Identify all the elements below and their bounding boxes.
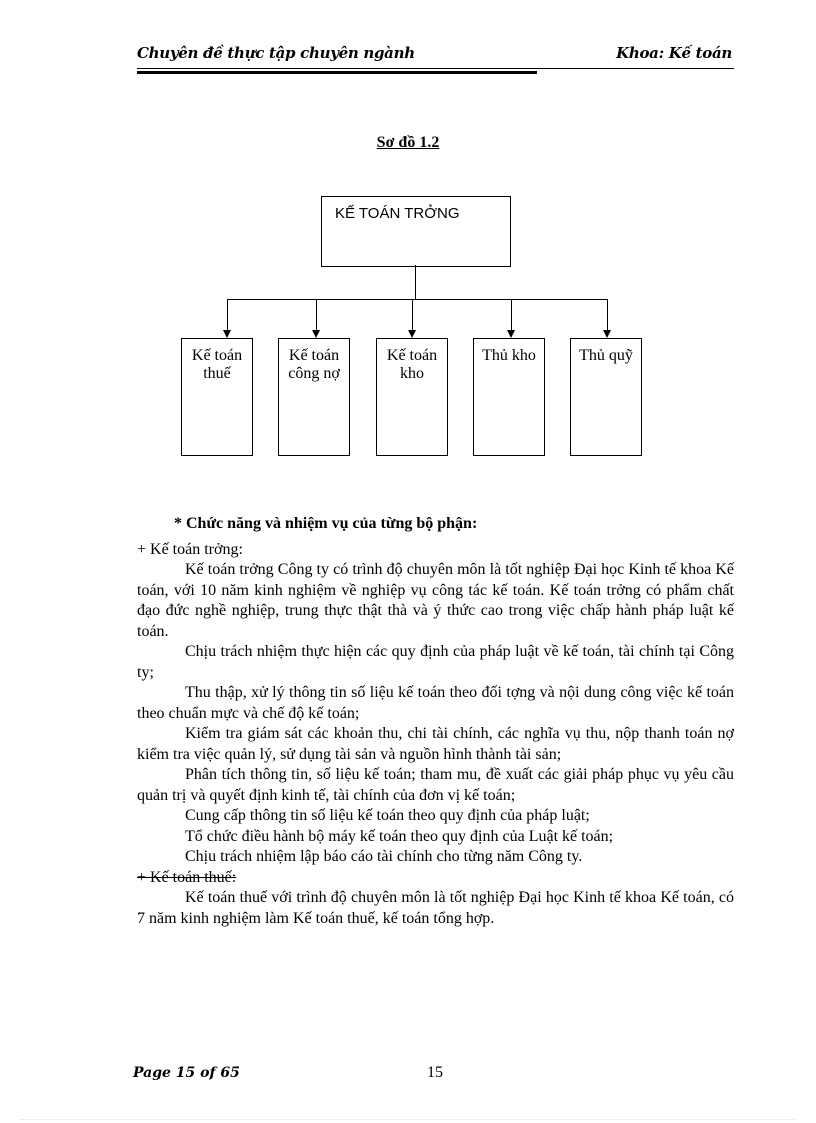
item-chief-accountant: + Kế toán trởng:: [137, 540, 243, 558]
org-box-label: Kế toán kho: [386, 347, 438, 382]
connector-drop-4: [511, 299, 512, 331]
org-chart: [0, 0, 816, 480]
diagram-title: Sơ đồ 1.2: [376, 134, 440, 151]
paragraph: Tổ chức điều hành bộ máy kế toán theo quy định của Luật kế toán;: [185, 827, 614, 845]
footer-page-of: Page 15 of 65: [133, 1065, 240, 1081]
arrow-3: [408, 330, 416, 338]
paragraph: Chịu trách nhiệm lập báo cáo tài chính cho từng năm Công ty.: [185, 848, 583, 865]
section-heading: * Chức năng và nhiệm vụ của từng bộ phận:: [174, 515, 478, 532]
paragraph: Cung cấp thông tin số liệu kế toán theo quy định của pháp luật;: [185, 807, 590, 824]
connector-trunk: [415, 265, 416, 299]
paragraph: Kiểm tra giám sát các khoản thu, chi tài chính, các nghĩa vụ thu, nộp thanh toán nợ kiểm tra việc quản lý, sử dụng tài sản và nguồn hình thành tài sản;: [137, 725, 734, 763]
org-box-inventory-accountant: [376, 338, 448, 456]
footer-page-number: 15: [427, 1064, 443, 1081]
arrow-4: [507, 330, 515, 338]
org-box-chief-accountant-label: KẾ TOÁN TRỞNG: [335, 205, 460, 222]
org-box-label: Thủ quỹ: [579, 347, 633, 364]
org-box-warehouse-keeper: [473, 338, 545, 456]
arrow-5: [603, 330, 611, 338]
org-box-debt-accountant: [278, 338, 350, 456]
arrow-2: [312, 330, 320, 338]
org-box-chief-accountant: [321, 196, 511, 267]
paragraph: Kế toán trởng Công ty có trình độ chuyên môn là tốt nghiệp Đại học Kinh tế khoa Kế toán, với 10 năm kinh nghiệm về nghiệp vụ công tác kế toán. Kế toán trởng có phẩm chất đạo đức nghề nghiệp, trung thực thật thà và ý thức cao trong việc chấp hành pháp luật kế toán.: [137, 561, 734, 640]
connector-bus: [227, 299, 608, 300]
org-box-label: Thủ kho: [482, 347, 536, 364]
connector-drop-5: [607, 299, 608, 331]
header-left-title: Chuyên đề thực tập chuyên ngành: [137, 44, 415, 62]
connector-drop-2: [316, 299, 317, 331]
paragraph: Chịu trách nhiệm thực hiện các quy định của pháp luật về kế toán, tài chính tại Công ty;: [137, 643, 734, 681]
item-tax-accountant: + Kế toán thuế:: [137, 868, 237, 886]
org-box-label: Kế toán công nợ: [288, 347, 340, 382]
org-box-tax-accountant: [181, 338, 253, 456]
arrow-1: [223, 330, 231, 338]
page-bottom-border: [20, 1119, 796, 1120]
connector-drop-1: [227, 299, 228, 331]
body-text: [137, 514, 734, 929]
connector-drop-3: [412, 299, 413, 331]
paragraph: Kế toán thuế với trình độ chuyên môn là tốt nghiệp Đại học Kinh tế khoa Kế toán, có 7 năm kinh nghiệm làm Kế toán thuế, kế toán tổng hợp.: [137, 889, 734, 927]
paragraph: Thu thập, xử lý thông tin số liệu kế toán theo đối tợng và nội dung công việc kế toán theo chuẩn mực và chế độ kế toán;: [137, 684, 734, 722]
org-box-cashier: [570, 338, 642, 456]
paragraph: Phân tích thông tin, số liệu kế toán; tham mu, đề xuất các giải pháp phục vụ yêu cầu quản trị và quyết định kinh tế, tài chính của đơn vị kế toán;: [137, 766, 734, 804]
org-box-label: Kế toán thuế: [191, 347, 243, 382]
header-right-title: Khoa: Kế toán: [616, 44, 732, 62]
